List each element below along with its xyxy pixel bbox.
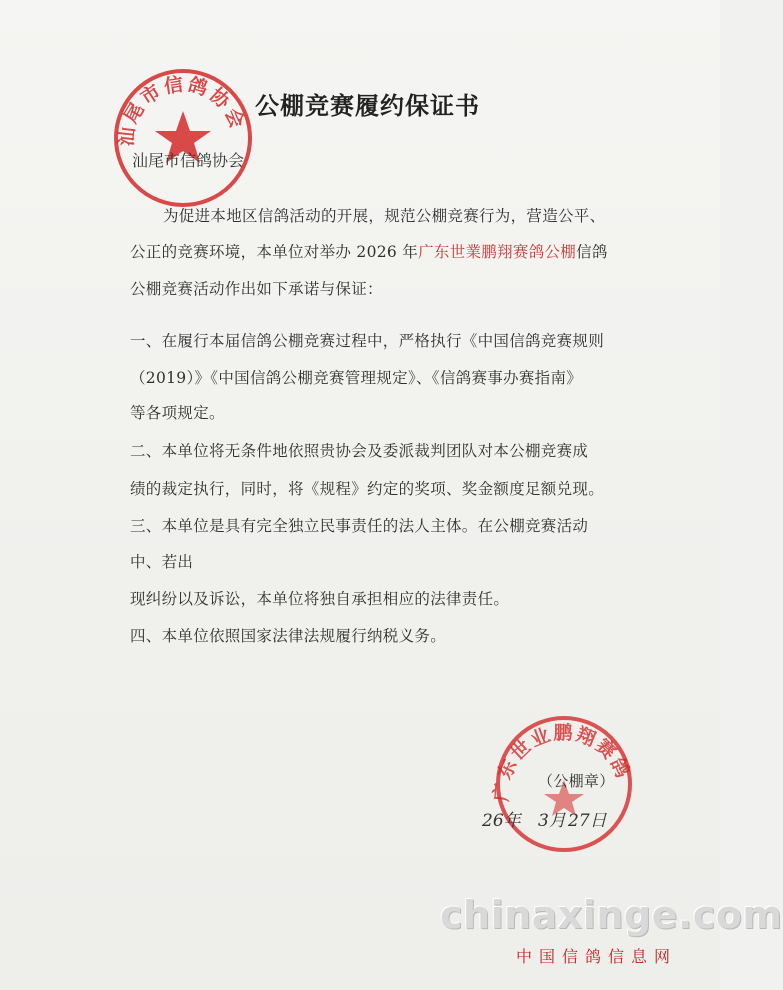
intro-line-2-pre: 公正的竞赛环境，本单位对举办 2026 年 — [130, 243, 419, 261]
date-year: 26年 — [482, 811, 521, 831]
date-month: 3月 — [538, 811, 566, 831]
clause-3-line-1: 三、本单位是具有完全独立民事责任的法人主体。在公棚竞赛活动 — [130, 517, 589, 535]
document-title: 公棚竞赛履约保证书 — [255, 92, 480, 120]
association-seal — [108, 63, 258, 213]
intro-line-1: 为促进本地区信鸽活动的开展，规范公棚竞赛行为，营造公平、 — [163, 207, 606, 225]
watermark-site-name: 中国信鸽信息网 — [516, 947, 678, 966]
svg-text:广东世业鹏翔赛鸽: 广东世业鹏翔赛鸽 — [490, 722, 635, 803]
date-day: 27日 — [568, 811, 607, 831]
addressee: 汕尾市信鸽协会 — [132, 151, 245, 170]
intro-line-2-post: 信鸽 — [576, 243, 608, 261]
clause-2-line-2: 绩的裁定执行，同时，将《规程》约定的奖项、奖金额度足额兑现。 — [130, 480, 605, 498]
svg-text:汕尾市信鸽协会: 汕尾市信鸽协会 — [115, 73, 250, 148]
intro-line-2 — [130, 240, 608, 262]
stamp-note: （公棚章） — [538, 772, 615, 790]
clause-1-line-1: 一、在履行本届信鸽公棚竞赛过程中，严格执行《中国信鸽竞赛规则 — [130, 332, 605, 350]
clause-1-line-2: （2019）》《中国信鸽公棚竞赛管理规定》、《信鸽赛事办赛指南》 — [130, 369, 583, 387]
clause-3-line-2: 中、若出 — [130, 553, 194, 571]
clause-1-line-3: 等各项规定。 — [130, 404, 225, 422]
clause-3-line-3: 现纠纷以及诉讼，本单位将独自承担相应的法律责任。 — [130, 590, 510, 608]
watermark-domain: chinaxinge.com — [440, 893, 783, 937]
clause-2-line-1: 二、本单位将无条件地依照贵协会及委派裁判团队对本公棚竞赛成 — [130, 442, 589, 460]
clause-4-line-1: 四、本单位依照国家法律法规履行纳税义务。 — [130, 627, 447, 645]
loft-name-highlight: 广东世業鹏翔赛鸽公棚 — [418, 243, 577, 261]
intro-line-3: 公棚竞赛活动作出如下承诺与保证： — [130, 280, 383, 298]
